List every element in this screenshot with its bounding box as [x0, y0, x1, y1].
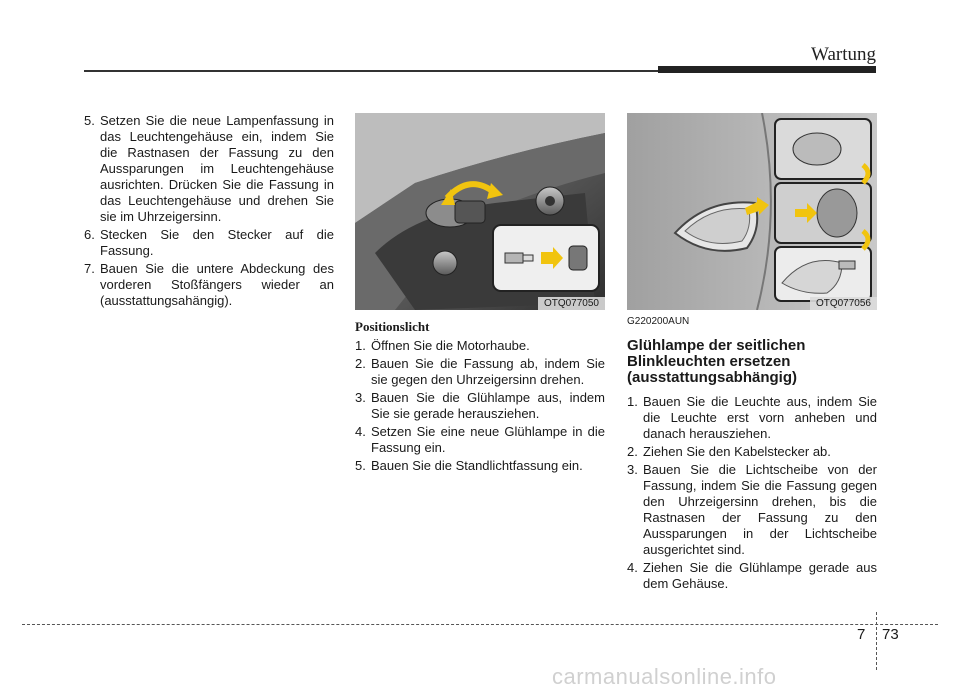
left-column — [84, 113, 334, 311]
item-number: 5. — [84, 113, 95, 128]
item-text: Setzen Sie eine neue Glühlampe in die Fassung ein. — [371, 424, 605, 455]
list-item — [84, 261, 334, 309]
list-item — [355, 458, 605, 474]
item-number: 1. — [355, 338, 366, 353]
list-item — [355, 356, 605, 388]
section-title: Glühlampe der seitlichen Blinkleuchten ersetzen (ausstattungsabhängig) — [627, 337, 806, 386]
item-number: 6. — [84, 227, 95, 242]
figure-code: OTQ077056 — [810, 297, 877, 310]
side-repeater-illustration — [627, 113, 877, 310]
item-number: 2. — [355, 356, 366, 371]
list-item — [627, 444, 877, 460]
footer-divider — [22, 624, 938, 625]
item-number: 1. — [627, 394, 638, 409]
list-item — [627, 560, 877, 592]
header-rule-thin — [84, 70, 660, 72]
item-number: 5. — [355, 458, 366, 473]
list-item — [355, 390, 605, 422]
footer-vertical-divider — [876, 612, 877, 670]
position-light-illustration — [355, 113, 605, 310]
watermark: carmanualsonline.info — [552, 664, 777, 689]
list-item — [355, 338, 605, 354]
item-number: 3. — [627, 462, 638, 477]
item-number: 7. — [84, 261, 95, 276]
item-number: 4. — [355, 424, 366, 439]
section-code: G220200AUN — [627, 316, 690, 327]
item-text: Bauen Sie die Glühlampe aus, indem Sie sie gerade herausziehen. — [371, 390, 605, 421]
item-text: Ziehen Sie den Kabelstecker ab. — [643, 444, 831, 459]
list-item — [627, 394, 877, 442]
middle-column — [355, 319, 605, 476]
item-text: Bauen Sie die Lichtscheibe von der Fassung, indem Sie die Fassung gegen den Uhrzeigersinn drehen, bis die Rastnasen der Fassung zu den Aussparungen in der Lichtscheibe ausgerichtet sind. — [643, 462, 877, 557]
item-text: Bauen Sie die Fassung ab, indem Sie sie gegen den Uhrzeigersinn drehen. — [371, 356, 605, 387]
list-item — [627, 462, 877, 558]
item-text: Bauen Sie die untere Abdeckung des vorderen Stoßfängers wieder an (ausstattungsahängig). — [100, 261, 334, 308]
item-text: Stecken Sie den Stecker auf die Fassung. — [100, 227, 334, 258]
item-number: 4. — [627, 560, 638, 575]
section-heading: Positionslicht — [355, 319, 430, 334]
figure-side-repeater — [627, 113, 877, 310]
right-column — [627, 314, 877, 594]
list-item — [84, 227, 334, 259]
chapter-number: 7 — [857, 626, 866, 643]
list-item — [84, 113, 334, 225]
item-text: Bauen Sie die Leuchte aus, indem Sie die Leuchte erst vorn anheben und danach herausziehen. — [643, 394, 877, 441]
header-rule-thick — [658, 66, 876, 73]
figure-position-light — [355, 113, 605, 310]
page-number: 73 — [882, 626, 899, 643]
list-item — [355, 424, 605, 456]
item-number: 2. — [627, 444, 638, 459]
item-text: Setzen Sie die neue Lampenfassung in das Leuchtengehäuse ein, indem Sie die Rastnasen der Fassung zu den Aussparungen im Leuchtengehäuse ausrichten. Drücken Sie die Fassung in das Leuchtengehäuse und drehen Sie sie im Uhrzeigersinn. — [100, 113, 334, 224]
item-text: Bauen Sie die Standlichtfassung ein. — [371, 458, 583, 473]
item-text: Ziehen Sie die Glühlampe gerade aus dem Gehäuse. — [643, 560, 877, 591]
item-number: 3. — [355, 390, 366, 405]
item-text: Öffnen Sie die Motorhaube. — [371, 338, 530, 353]
figure-code: OTQ077050 — [538, 297, 605, 310]
page-header-title: Wartung — [811, 44, 876, 65]
